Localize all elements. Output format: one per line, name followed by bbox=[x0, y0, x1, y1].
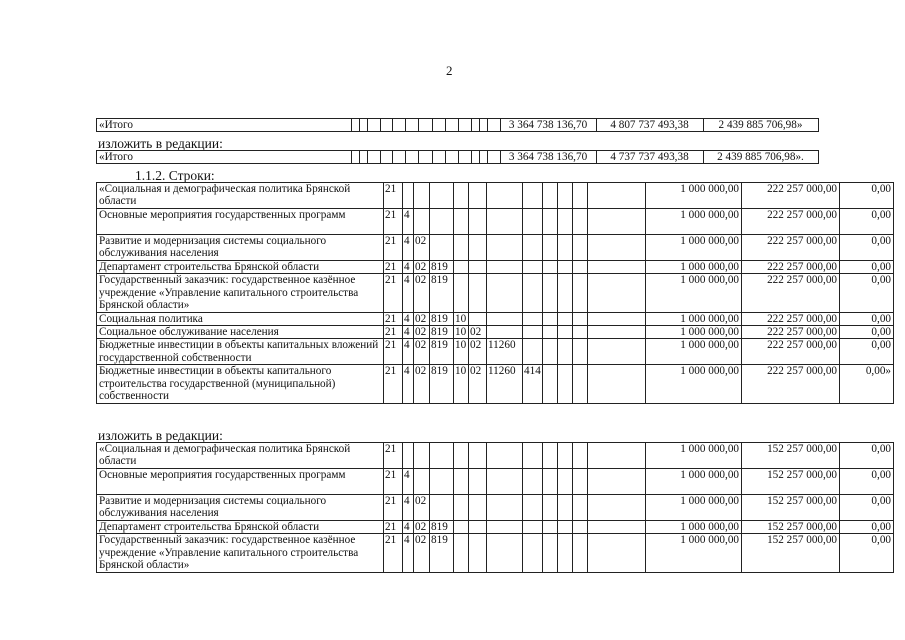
code-cell bbox=[487, 235, 523, 261]
amount-cell: 1 000 000,00 bbox=[646, 365, 742, 403]
code-cell bbox=[523, 274, 543, 312]
table-row bbox=[97, 443, 894, 469]
code-cell bbox=[454, 521, 469, 534]
amount-cell: 222 257 000,00 bbox=[742, 365, 840, 403]
code-cell: 819 bbox=[430, 261, 454, 274]
code-cell: 414 bbox=[523, 365, 543, 403]
code-cell bbox=[403, 443, 414, 469]
empty-cell bbox=[573, 235, 588, 261]
code-cell bbox=[469, 534, 487, 572]
code-cell bbox=[469, 521, 487, 534]
total-value: 3 364 738 136,70 bbox=[501, 119, 597, 132]
table-row bbox=[97, 274, 894, 312]
amount-cell: 0,00 bbox=[840, 235, 894, 261]
empty-cell bbox=[543, 274, 558, 312]
empty-cell bbox=[543, 312, 558, 325]
code-cell bbox=[487, 312, 523, 325]
amount-cell: 0,00» bbox=[840, 365, 894, 403]
code-cell: 02 bbox=[469, 326, 487, 339]
code-cell: 21 bbox=[384, 235, 403, 261]
empty-cell bbox=[588, 183, 646, 209]
code-cell bbox=[469, 443, 487, 469]
code-cell: 02 bbox=[414, 235, 430, 261]
amount-cell: 152 257 000,00 bbox=[742, 521, 840, 534]
amount-cell: 1 000 000,00 bbox=[646, 209, 742, 235]
code-cell: 21 bbox=[384, 326, 403, 339]
code-cell: 4 bbox=[403, 235, 414, 261]
code-cell bbox=[430, 443, 454, 469]
empty-cell bbox=[419, 119, 433, 132]
code-cell: 819 bbox=[430, 326, 454, 339]
code-cell bbox=[523, 235, 543, 261]
code-cell: 02 bbox=[414, 534, 430, 572]
empty-cell bbox=[543, 339, 558, 365]
empty-cell bbox=[588, 495, 646, 521]
code-cell: 21 bbox=[384, 274, 403, 312]
empty-cell bbox=[558, 326, 573, 339]
code-cell: 02 bbox=[414, 365, 430, 403]
total-value: 4 807 737 493,38 bbox=[597, 119, 704, 132]
empty-cell bbox=[573, 339, 588, 365]
empty-cell bbox=[588, 312, 646, 325]
table-row bbox=[97, 365, 894, 403]
code-cell bbox=[403, 183, 414, 209]
code-cell bbox=[454, 261, 469, 274]
table-row bbox=[97, 209, 894, 235]
code-cell bbox=[454, 183, 469, 209]
total-label: «Итого bbox=[97, 119, 352, 132]
empty-cell bbox=[406, 151, 419, 164]
amount-cell: 1 000 000,00 bbox=[646, 235, 742, 261]
row-name: Социальная политика bbox=[97, 312, 384, 325]
code-cell: 02 bbox=[414, 326, 430, 339]
total-value: 3 364 738 136,70 bbox=[501, 151, 597, 164]
empty-cell bbox=[543, 365, 558, 403]
empty-cell bbox=[588, 365, 646, 403]
code-cell bbox=[414, 443, 430, 469]
row-name: Департамент строительства Брянской области bbox=[97, 261, 384, 274]
code-cell: 4 bbox=[403, 534, 414, 572]
empty-cell bbox=[446, 151, 459, 164]
code-cell bbox=[469, 469, 487, 495]
amount-cell: 1 000 000,00 bbox=[646, 261, 742, 274]
code-cell bbox=[487, 183, 523, 209]
code-cell bbox=[487, 534, 523, 572]
empty-cell bbox=[573, 326, 588, 339]
caption-edit-1: изложить в редакции: bbox=[98, 136, 223, 151]
empty-cell bbox=[573, 365, 588, 403]
empty-cell bbox=[558, 209, 573, 235]
amount-cell: 1 000 000,00 bbox=[646, 326, 742, 339]
amount-cell: 1 000 000,00 bbox=[646, 469, 742, 495]
amount-cell: 152 257 000,00 bbox=[742, 469, 840, 495]
total-table-after bbox=[96, 150, 819, 164]
empty-cell bbox=[419, 151, 433, 164]
amount-cell: 1 000 000,00 bbox=[646, 521, 742, 534]
table-row bbox=[97, 534, 894, 572]
row-name: Социальное обслуживание населения bbox=[97, 326, 384, 339]
amount-cell: 0,00 bbox=[840, 469, 894, 495]
code-cell bbox=[523, 326, 543, 339]
amount-cell: 1 000 000,00 bbox=[646, 495, 742, 521]
code-cell: 10 bbox=[454, 339, 469, 365]
amount-cell: 0,00 bbox=[840, 339, 894, 365]
row-name: Основные мероприятия государственных программ bbox=[97, 209, 384, 235]
empty-cell bbox=[543, 443, 558, 469]
code-cell bbox=[487, 326, 523, 339]
empty-cell bbox=[573, 495, 588, 521]
total-value: 4 737 737 493,38 bbox=[597, 151, 704, 164]
empty-cell bbox=[573, 521, 588, 534]
code-cell bbox=[523, 261, 543, 274]
amount-cell: 0,00 bbox=[840, 326, 894, 339]
code-cell: 4 bbox=[403, 274, 414, 312]
empty-cell bbox=[381, 151, 393, 164]
code-cell: 4 bbox=[403, 209, 414, 235]
code-cell: 4 bbox=[403, 469, 414, 495]
amount-cell: 0,00 bbox=[840, 443, 894, 469]
amount-cell: 222 257 000,00 bbox=[742, 274, 840, 312]
code-cell: 02 bbox=[469, 339, 487, 365]
code-cell bbox=[454, 495, 469, 521]
code-cell bbox=[430, 209, 454, 235]
empty-cell bbox=[381, 119, 393, 132]
empty-cell bbox=[558, 235, 573, 261]
code-cell bbox=[430, 235, 454, 261]
code-cell bbox=[523, 534, 543, 572]
code-cell bbox=[469, 495, 487, 521]
amount-cell: 0,00 bbox=[840, 534, 894, 572]
empty-cell bbox=[543, 326, 558, 339]
code-cell bbox=[523, 312, 543, 325]
row-name: Департамент строительства Брянской области bbox=[97, 521, 384, 534]
empty-cell bbox=[480, 151, 488, 164]
total-row bbox=[97, 151, 819, 164]
code-cell bbox=[487, 274, 523, 312]
code-cell bbox=[487, 521, 523, 534]
amount-cell: 0,00 bbox=[840, 209, 894, 235]
amount-cell: 222 257 000,00 bbox=[742, 326, 840, 339]
empty-cell bbox=[573, 534, 588, 572]
empty-cell bbox=[573, 209, 588, 235]
code-cell bbox=[523, 443, 543, 469]
empty-cell bbox=[588, 534, 646, 572]
caption-edit-2: изложить в редакции: bbox=[98, 428, 223, 443]
code-cell bbox=[454, 274, 469, 312]
empty-cell bbox=[543, 183, 558, 209]
code-cell bbox=[487, 209, 523, 235]
code-cell bbox=[469, 274, 487, 312]
code-cell bbox=[523, 469, 543, 495]
code-cell bbox=[414, 209, 430, 235]
code-cell bbox=[523, 495, 543, 521]
code-cell bbox=[430, 469, 454, 495]
amount-cell: 1 000 000,00 bbox=[646, 443, 742, 469]
code-cell: 4 bbox=[403, 326, 414, 339]
table-row bbox=[97, 521, 894, 534]
amount-cell: 222 257 000,00 bbox=[742, 339, 840, 365]
code-cell bbox=[454, 469, 469, 495]
code-cell bbox=[523, 521, 543, 534]
code-cell: 21 bbox=[384, 365, 403, 403]
empty-cell bbox=[543, 521, 558, 534]
code-cell: 819 bbox=[430, 339, 454, 365]
amount-cell: 222 257 000,00 bbox=[742, 235, 840, 261]
empty-cell bbox=[588, 235, 646, 261]
empty-cell bbox=[543, 261, 558, 274]
empty-cell bbox=[360, 151, 368, 164]
code-cell: 4 bbox=[403, 261, 414, 274]
code-cell bbox=[430, 183, 454, 209]
total-value: 2 439 885 706,98» bbox=[704, 119, 819, 132]
code-cell: 4 bbox=[403, 312, 414, 325]
code-cell: 819 bbox=[430, 274, 454, 312]
code-cell: 10 bbox=[454, 312, 469, 325]
empty-cell bbox=[360, 119, 368, 132]
code-cell bbox=[487, 495, 523, 521]
empty-cell bbox=[446, 119, 459, 132]
amount-cell: 1 000 000,00 bbox=[646, 274, 742, 312]
amount-cell: 222 257 000,00 bbox=[742, 261, 840, 274]
row-name: Развитие и модернизация системы социального обслуживания населения bbox=[97, 235, 384, 261]
empty-cell bbox=[558, 339, 573, 365]
code-cell bbox=[414, 469, 430, 495]
code-cell: 11260 bbox=[487, 365, 523, 403]
table-row bbox=[97, 183, 894, 209]
empty-cell bbox=[573, 261, 588, 274]
empty-cell bbox=[558, 312, 573, 325]
code-cell: 21 bbox=[384, 261, 403, 274]
total-row bbox=[97, 119, 819, 132]
empty-cell bbox=[573, 274, 588, 312]
total-value: 2 439 885 706,98». bbox=[704, 151, 819, 164]
code-cell: 819 bbox=[430, 534, 454, 572]
code-cell bbox=[487, 443, 523, 469]
empty-cell bbox=[588, 339, 646, 365]
empty-cell bbox=[433, 119, 446, 132]
table-row bbox=[97, 326, 894, 339]
empty-cell bbox=[352, 151, 360, 164]
total-label: «Итого bbox=[97, 151, 352, 164]
code-cell: 21 bbox=[384, 183, 403, 209]
amount-cell: 152 257 000,00 bbox=[742, 495, 840, 521]
code-cell: 21 bbox=[384, 339, 403, 365]
code-cell bbox=[454, 235, 469, 261]
empty-cell bbox=[588, 326, 646, 339]
empty-cell bbox=[543, 469, 558, 495]
empty-cell bbox=[558, 365, 573, 403]
empty-cell bbox=[588, 443, 646, 469]
code-cell: 10 bbox=[454, 326, 469, 339]
empty-cell bbox=[406, 119, 419, 132]
empty-cell bbox=[558, 495, 573, 521]
empty-cell bbox=[433, 151, 446, 164]
table-row bbox=[97, 495, 894, 521]
code-cell bbox=[523, 183, 543, 209]
rows-table-before bbox=[96, 182, 894, 404]
code-cell bbox=[454, 534, 469, 572]
empty-cell bbox=[588, 521, 646, 534]
empty-cell bbox=[393, 119, 406, 132]
code-cell: 02 bbox=[414, 495, 430, 521]
table-row bbox=[97, 339, 894, 365]
amount-cell: 0,00 bbox=[840, 183, 894, 209]
amount-cell: 1 000 000,00 bbox=[646, 312, 742, 325]
code-cell: 4 bbox=[403, 365, 414, 403]
subsection-heading: 1.1.2. Строки: bbox=[135, 168, 215, 183]
code-cell bbox=[469, 312, 487, 325]
code-cell bbox=[430, 495, 454, 521]
empty-cell bbox=[543, 235, 558, 261]
code-cell bbox=[523, 209, 543, 235]
amount-cell: 152 257 000,00 bbox=[742, 534, 840, 572]
code-cell bbox=[469, 235, 487, 261]
code-cell: 02 bbox=[469, 365, 487, 403]
row-name: «Социальная и демографическая политика Брянской области bbox=[97, 183, 384, 209]
code-cell: 02 bbox=[414, 274, 430, 312]
empty-cell bbox=[393, 151, 406, 164]
code-cell: 02 bbox=[414, 312, 430, 325]
empty-cell bbox=[480, 119, 488, 132]
code-cell: 02 bbox=[414, 521, 430, 534]
row-name: Развитие и модернизация системы социального обслуживания населения bbox=[97, 495, 384, 521]
empty-cell bbox=[352, 119, 360, 132]
code-cell: 11260 bbox=[487, 339, 523, 365]
amount-cell: 0,00 bbox=[840, 274, 894, 312]
code-cell bbox=[487, 261, 523, 274]
table-row bbox=[97, 312, 894, 325]
table-row bbox=[97, 235, 894, 261]
empty-cell bbox=[558, 521, 573, 534]
empty-cell bbox=[472, 151, 480, 164]
row-name: Бюджетные инвестиции в объекты капитального строительства государственной (муниципальной) собственности bbox=[97, 365, 384, 403]
empty-cell bbox=[558, 443, 573, 469]
code-cell bbox=[414, 183, 430, 209]
code-cell: 02 bbox=[414, 339, 430, 365]
code-cell: 819 bbox=[430, 365, 454, 403]
code-cell: 10 bbox=[454, 365, 469, 403]
empty-cell bbox=[488, 119, 501, 132]
code-cell: 21 bbox=[384, 312, 403, 325]
code-cell: 21 bbox=[384, 469, 403, 495]
amount-cell: 1 000 000,00 bbox=[646, 534, 742, 572]
amount-cell: 0,00 bbox=[840, 261, 894, 274]
row-name: Государственный заказчик: государственное казённое учреждение «Управление капитального строительства Брянской области» bbox=[97, 534, 384, 572]
code-cell bbox=[487, 469, 523, 495]
empty-cell bbox=[588, 261, 646, 274]
empty-cell bbox=[573, 312, 588, 325]
empty-cell bbox=[558, 534, 573, 572]
empty-cell bbox=[588, 274, 646, 312]
empty-cell bbox=[472, 119, 480, 132]
empty-cell bbox=[543, 534, 558, 572]
amount-cell: 0,00 bbox=[840, 521, 894, 534]
table-row bbox=[97, 261, 894, 274]
code-cell: 21 bbox=[384, 495, 403, 521]
code-cell: 819 bbox=[430, 312, 454, 325]
empty-cell bbox=[558, 274, 573, 312]
code-cell bbox=[523, 339, 543, 365]
empty-cell bbox=[573, 469, 588, 495]
empty-cell bbox=[588, 469, 646, 495]
row-name: Основные мероприятия государственных программ bbox=[97, 469, 384, 495]
empty-cell bbox=[558, 261, 573, 274]
code-cell bbox=[469, 183, 487, 209]
code-cell: 21 bbox=[384, 521, 403, 534]
page-number: 2 bbox=[446, 63, 453, 78]
amount-cell: 1 000 000,00 bbox=[646, 339, 742, 365]
rows-table-after bbox=[96, 442, 894, 573]
code-cell: 819 bbox=[430, 521, 454, 534]
code-cell: 21 bbox=[384, 209, 403, 235]
total-table-before bbox=[96, 118, 819, 132]
amount-cell: 222 257 000,00 bbox=[742, 312, 840, 325]
code-cell bbox=[469, 261, 487, 274]
code-cell: 21 bbox=[384, 534, 403, 572]
empty-cell bbox=[488, 151, 501, 164]
code-cell bbox=[469, 209, 487, 235]
empty-cell bbox=[573, 443, 588, 469]
amount-cell: 0,00 bbox=[840, 312, 894, 325]
empty-cell bbox=[558, 183, 573, 209]
code-cell: 02 bbox=[414, 261, 430, 274]
empty-cell bbox=[558, 469, 573, 495]
amount-cell: 222 257 000,00 bbox=[742, 183, 840, 209]
empty-cell bbox=[543, 495, 558, 521]
empty-cell bbox=[573, 183, 588, 209]
row-name: «Социальная и демографическая политика Брянской области bbox=[97, 443, 384, 469]
code-cell: 4 bbox=[403, 495, 414, 521]
table-row bbox=[97, 469, 894, 495]
row-name: Государственный заказчик: государственное казённое учреждение «Управление капитального строительства Брянской области» bbox=[97, 274, 384, 312]
code-cell: 4 bbox=[403, 521, 414, 534]
empty-cell bbox=[543, 209, 558, 235]
empty-cell bbox=[368, 119, 381, 132]
amount-cell: 1 000 000,00 bbox=[646, 183, 742, 209]
amount-cell: 222 257 000,00 bbox=[742, 209, 840, 235]
code-cell bbox=[454, 209, 469, 235]
row-name: Бюджетные инвестиции в объекты капитальных вложений государственной собственности bbox=[97, 339, 384, 365]
code-cell: 4 bbox=[403, 339, 414, 365]
code-cell bbox=[454, 443, 469, 469]
empty-cell bbox=[459, 119, 472, 132]
empty-cell bbox=[588, 209, 646, 235]
empty-cell bbox=[368, 151, 381, 164]
code-cell: 21 bbox=[384, 443, 403, 469]
amount-cell: 0,00 bbox=[840, 495, 894, 521]
empty-cell bbox=[459, 151, 472, 164]
amount-cell: 152 257 000,00 bbox=[742, 443, 840, 469]
